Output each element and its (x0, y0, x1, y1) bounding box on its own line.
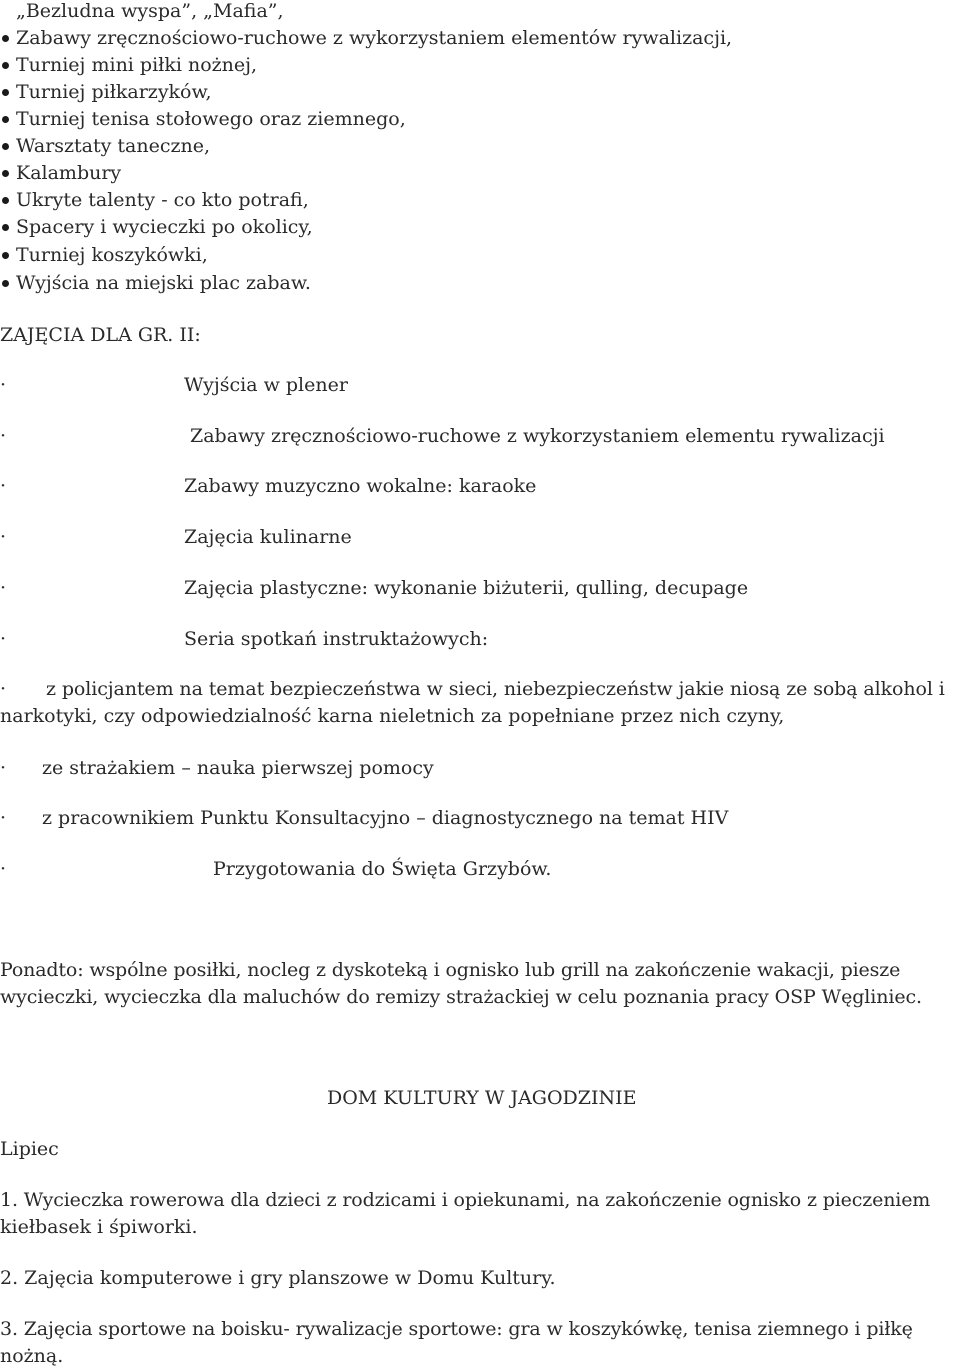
dot-marker: · (0, 425, 7, 447)
month-label: Lipiec (0, 1138, 59, 1160)
list-item-continuation: nożną. (0, 1345, 64, 1367)
bullet-icon (2, 252, 9, 259)
list-item: 1. Wycieczka rowerowa dla dzieci z rodzicami i opiekunami, na zakończenie ognisko z pieczeniem (0, 1189, 931, 1211)
list-item: Wyjścia w plener (184, 374, 348, 396)
bullet-icon (2, 170, 9, 177)
bullet-icon (2, 224, 9, 231)
list-item-continuation: kiełbasek i śpiworki. (0, 1216, 198, 1238)
dot-marker: · (0, 475, 7, 497)
bullet-icon (2, 280, 9, 287)
paragraph-line: wycieczki, wycieczka dla maluchów do remizy strażackiej w celu poznania pracy OSP Węgliniec. (0, 986, 922, 1008)
bullet-icon (2, 197, 9, 204)
list-item: Zajęcia kulinarne (184, 526, 352, 548)
list-item: z pracownikiem Punktu Konsultacyjno – diagnostycznego na temat HIV (42, 807, 729, 829)
section-title: DOM KULTURY W JAGODZINIE (327, 1087, 637, 1109)
list-item: Seria spotkań instruktażowych: (184, 628, 489, 650)
dot-marker: · (0, 678, 7, 700)
intro-line: „Bezludna wyspa”, „Mafia”, (16, 0, 284, 22)
list-item: Przygotowania do Święta Grzybów. (213, 858, 552, 880)
list-item: z policjantem na temat bezpieczeństwa w sieci, niebezpieczeństw jakie niosą ze sobą alkohol i (46, 678, 945, 700)
list-item: 3. Zajęcia sportowe na boisku- rywalizacje sportowe: gra w koszykówkę, tenisa ziemnego i piłkę (0, 1318, 913, 1340)
dot-marker: · (0, 858, 7, 880)
list-item: Zabawy zręcznościowo-ruchowe z wykorzystaniem elementu rywalizacji (190, 425, 885, 447)
list-item-continuation: narkotyki, czy odpowiedzialność karna nieletnich za popełniane przez nich czyny, (0, 705, 785, 727)
bullet-icon (2, 143, 9, 150)
dot-marker: · (0, 374, 7, 396)
bullet-icon (2, 89, 9, 96)
dot-marker: · (0, 577, 7, 599)
paragraph-line: Ponadto: wspólne posiłki, nocleg z dyskoteką i ognisko lub grill na zakończenie wakacji, piesze (0, 959, 901, 981)
dot-marker: · (0, 757, 7, 779)
list-item: 2. Zajęcia komputerowe i gry planszowe w Domu Kultury. (0, 1267, 556, 1289)
list-item: Zabawy muzyczno wokalne: karaoke (184, 475, 537, 497)
group-heading: ZAJĘCIA DLA GR. II: (0, 324, 201, 346)
dot-marker: · (0, 526, 7, 548)
dot-marker: · (0, 807, 7, 829)
bullet-icon (2, 116, 9, 123)
list-item: ze strażakiem – nauka pierwszej pomocy (42, 757, 434, 779)
bullet-icon (2, 35, 9, 42)
list-item: Zajęcia plastyczne: wykonanie biżuterii, qulling, decupage (184, 577, 749, 599)
dot-marker: · (0, 628, 7, 650)
bullet-icon (2, 62, 9, 69)
